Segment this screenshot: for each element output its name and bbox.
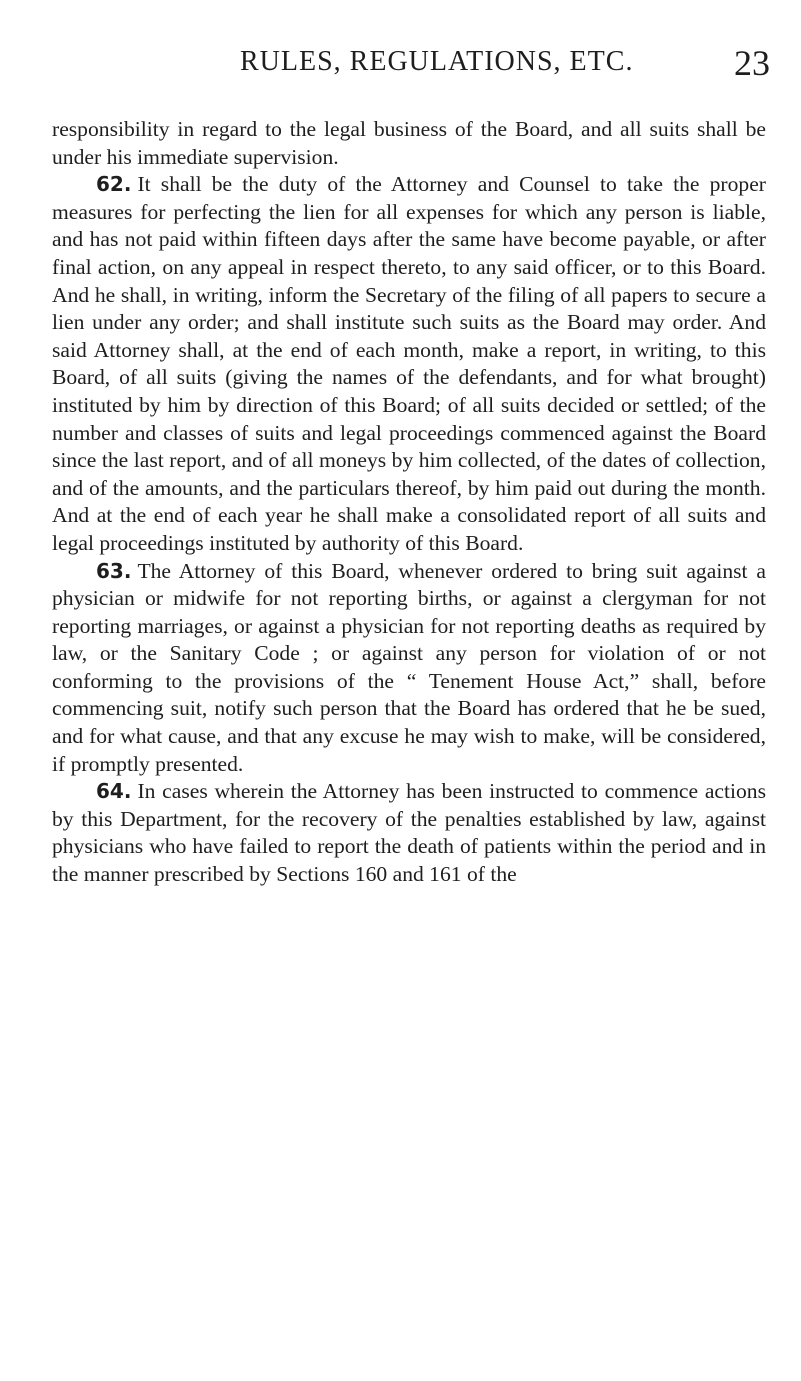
section-number: 64.: [96, 779, 132, 804]
paragraph-continuation: [52, 116, 766, 171]
body-text: [52, 116, 766, 889]
paragraph-text: The Attorney of this Board, whenever ordered to bring suit against a physician or midwife for not reporting births, or against a clergyman for not reporting marriages, or against a physician for not reporting deaths as required by law, or the Sanitary Code ; or against any person for violation of or not conforming to the provisions of the “ Tenement House Act,” shall, before commencing suit, notify such person that the Board has ordered that he be sued, and for what cause, and that any excuse he may wish to make, will be considered, if promptly presented.: [52, 558, 766, 776]
running-title: RULES, REGULATIONS, ETC.: [240, 46, 634, 77]
page-header: [60, 43, 770, 90]
section-number: 62.: [96, 172, 132, 197]
paragraph-section-63: [52, 558, 766, 779]
paragraph-text: In cases wherein the Attorney has been instructed to commence actions by this Department, for the recovery of the penalties established by law, against physicians who have failed to report the death of patients within the period and in the manner prescribed by Sections 160 and 161 of the: [52, 779, 766, 887]
page-number: 23: [734, 43, 770, 83]
paragraph-section-64: [52, 778, 766, 888]
section-number: 63.: [96, 558, 132, 583]
paragraph-section-62: [52, 171, 766, 557]
paragraph-text: responsibility in regard to the legal business of the Board, and all suits shall be under his immediate supervision.: [52, 117, 766, 169]
paragraph-text: It shall be the duty of the Attorney and Counsel to take the proper measures for perfecting the lien for all expenses for which any person is liable, and has not paid within fifteen days after the same have become payable, or after final action, on any appeal in respect thereto, to any said officer, or to this Board. And he shall, in writing, inform the Secretary of the filing of all papers to secure a lien under any order; and shall institute such suits as the Board may order. And said Attorney shall, at the end of each month, make a report, in writing, to this Board, of all suits (giving the names of the defendants, and for what brought) instituted by him by direction of this Board; of all suits decided or settled; of the number and classes of suits and legal proceedings commenced against the Board since the last report, and of all moneys by him collected, of the dates of collection, and of the amounts, and the particulars thereof, by him paid out during the month. And at the end of each year he shall make a consolidated report of all suits and legal proceedings instituted by authority of this Board.: [52, 172, 766, 555]
